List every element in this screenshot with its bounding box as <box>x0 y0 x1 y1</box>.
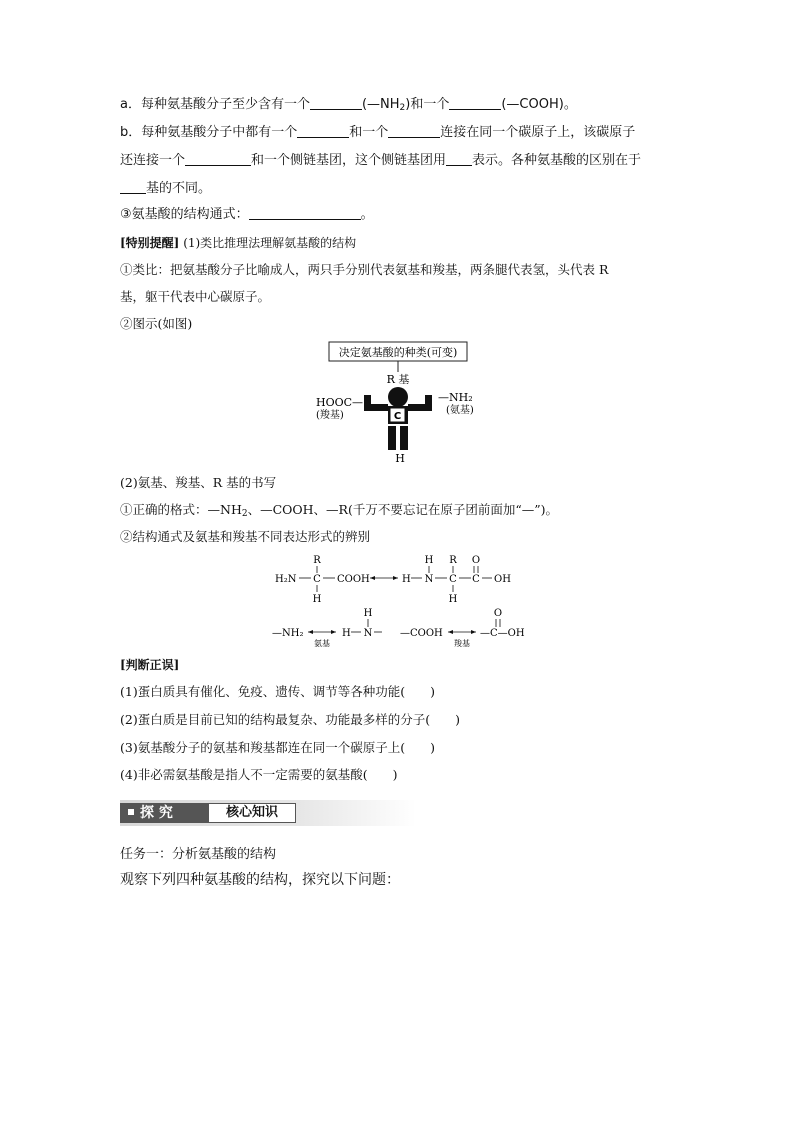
line-b3 <box>120 180 211 198</box>
bottom-hydrogen: H <box>395 452 405 465</box>
formula-o: O <box>471 555 481 566</box>
box-label: 决定氨基酸的种类(可变) <box>338 346 458 359</box>
line-b-text: b．每种氨基酸分子中都有一个 <box>120 125 298 140</box>
line-b2-suffix: 表示。各种氨基酸的区别在于 <box>472 153 642 168</box>
diagram-title: ②图示(如图) <box>120 316 193 331</box>
task-title: 任务一：分析氨基酸的结构 <box>120 847 277 862</box>
formula-n: N <box>363 628 373 639</box>
formula-h: H <box>342 628 351 639</box>
correct-prefix: ①正确的格式：—NH <box>120 502 242 517</box>
correct-rest: 、—COOH、—R(千万不要忘记在原子团前面加“—”)。 <box>247 502 558 517</box>
amino-name: (氨基) <box>446 405 474 416</box>
line-c-suffix: 。 <box>360 207 374 222</box>
formula-cooh-group: —COOH <box>400 628 443 639</box>
tip-text: (1)类比推理法理解氨基酸的结构 <box>183 236 357 250</box>
formula-h: H <box>448 594 458 605</box>
left-leg <box>388 426 396 450</box>
judge-item: (2)蛋白质是目前已知的结构最复杂、功能最多样的分子( ) <box>120 712 460 727</box>
blank <box>310 96 362 110</box>
formula-c: C <box>449 574 457 585</box>
blank <box>120 180 146 194</box>
head <box>388 387 408 407</box>
blank <box>449 96 501 110</box>
analogy-line-1: ①类比：把氨基酸分子比喻成人，两只手分别代表氨基和羧基，两条腿代表氢，头代表 R <box>120 262 609 277</box>
line-c-text: ③氨基酸的结构通式： <box>120 207 249 222</box>
subscript: 2 <box>241 509 248 519</box>
formula-h: H <box>312 594 322 605</box>
blank <box>446 152 472 166</box>
center-carbon: C <box>393 411 402 422</box>
line-a <box>120 96 577 114</box>
formula-nh2: —NH₂ <box>272 628 304 639</box>
line-a-text: a．每种氨基酸分子至少含有一个 <box>120 97 310 112</box>
blank <box>297 124 349 138</box>
blank <box>249 206 361 220</box>
line-a-mid2: )和一个 <box>405 97 450 112</box>
formula-c: C <box>472 574 480 585</box>
formula-h: H <box>363 608 373 619</box>
r-group-label: R 基 <box>386 373 410 386</box>
formula-cooh: COOH <box>337 574 370 585</box>
formula-c: C <box>313 574 321 585</box>
formula-r: R <box>313 555 321 566</box>
observe-text: 观察下列四种氨基酸的结构，探究以下问题： <box>120 872 400 888</box>
formula-h2n: H₂N <box>275 574 297 585</box>
banner-light-tag: 核心知识 <box>208 803 296 823</box>
blank <box>185 152 251 166</box>
formula-h: H <box>424 555 434 566</box>
banner-dark-text: 探 究 <box>140 805 173 821</box>
line-b <box>120 124 635 142</box>
formula-o: O <box>493 608 503 619</box>
line-b2 <box>120 152 641 170</box>
square-icon <box>128 809 134 815</box>
section-2-title: (2)氨基、羧基、R 基的书写 <box>120 475 277 490</box>
subscript: 2 <box>399 103 406 113</box>
analogy-line-2: 基，躯干代表中心碳原子。 <box>120 289 271 304</box>
line-b2-mid: 和一个侧链基团，这个侧链基团用 <box>251 153 447 168</box>
formula-oh: OH <box>494 574 511 585</box>
amino-label: 氨基 <box>314 639 330 648</box>
formula-r: R <box>449 555 457 566</box>
forms-title: ②结构通式及氨基和羧基不同表达形式的辨别 <box>120 529 371 544</box>
carboxyl-group: HOOC— <box>316 396 364 409</box>
line-a-suffix: (—COOH)。 <box>501 97 577 112</box>
judge-item: (4)非必需氨基酸是指人不一定需要的氨基酸( ) <box>120 767 398 782</box>
line-c <box>120 206 374 224</box>
carboxyl-label: 羧基 <box>454 639 470 648</box>
structural-formulas <box>270 550 540 650</box>
line-b-suffix: 连接在同一个碳原子上，该碳原子 <box>440 125 636 140</box>
formula-n: N <box>424 574 434 585</box>
blank <box>388 124 440 138</box>
tip-line <box>120 234 356 252</box>
line-a-mid: (—NH <box>361 97 400 112</box>
amino-group: —NH₂ <box>438 391 473 404</box>
judge-item: (1)蛋白质具有催化、免疫、遗传、调节等各种功能( ) <box>120 684 435 699</box>
carboxyl-name: (羧基) <box>316 410 344 421</box>
line-b3-text: 基的不同。 <box>146 181 212 196</box>
judge-item: (3)氨基酸分子的氨基和羧基都连在同一个碳原子上( ) <box>120 740 435 755</box>
judge-title: [判断正误] <box>120 658 180 672</box>
formula-h: H <box>402 574 411 585</box>
correct-format <box>120 501 558 519</box>
right-leg <box>400 426 408 450</box>
tip-label: [特别提醒] <box>120 236 180 250</box>
line-b-mid: 和一个 <box>349 125 389 140</box>
formula-c-oh: —C—OH <box>480 628 525 639</box>
banner-dark-tag <box>120 803 208 823</box>
line-b2-text: 还连接一个 <box>120 153 186 168</box>
amino-acid-person-diagram <box>300 338 500 466</box>
section-banner <box>120 800 416 826</box>
